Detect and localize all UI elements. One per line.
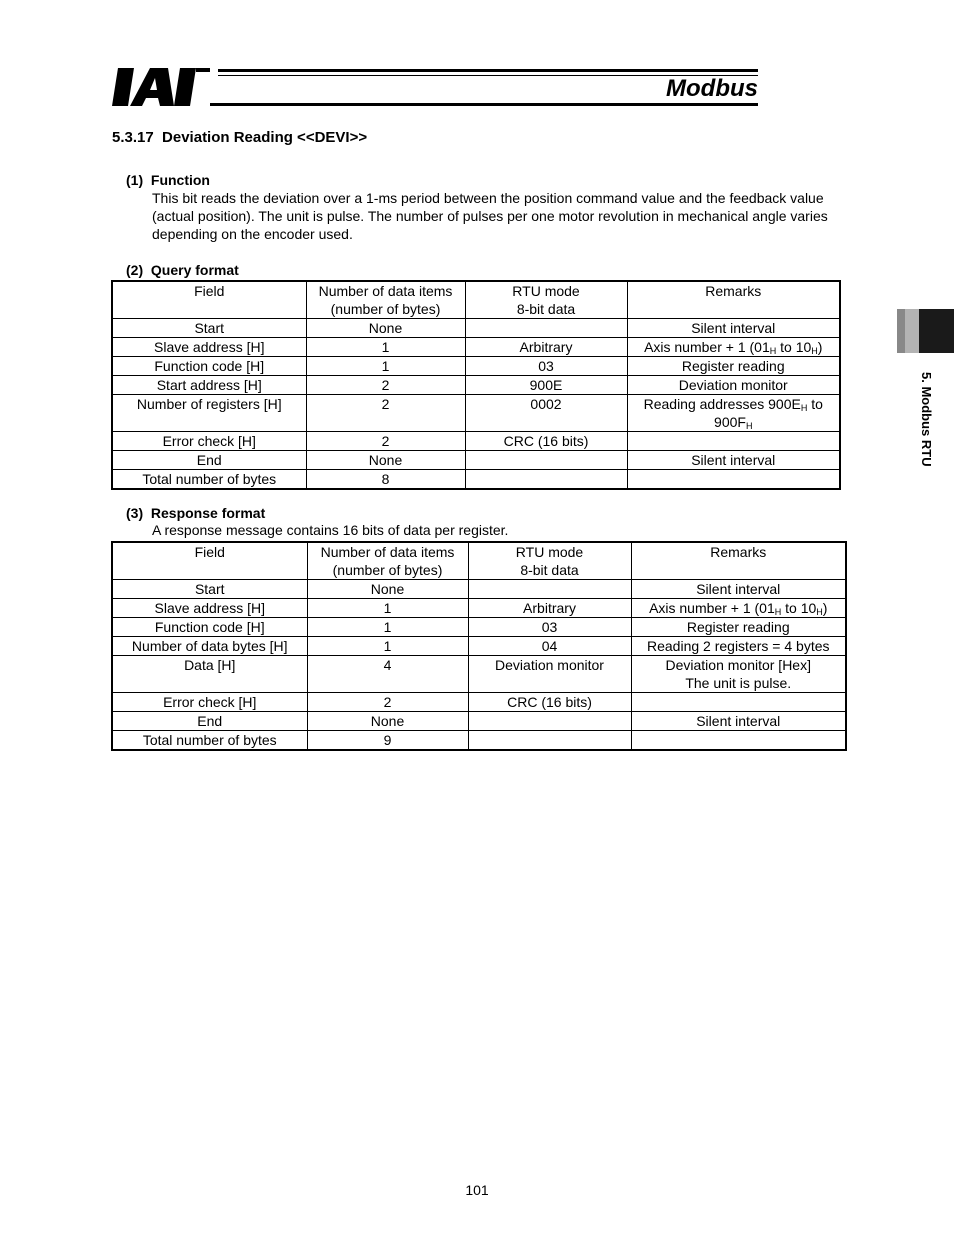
rtu-cell: 0002	[465, 395, 627, 432]
field-cell: Error check [H]	[112, 432, 306, 451]
table-row	[112, 656, 846, 693]
header-title: Modbus	[666, 75, 758, 102]
rtu-cell	[468, 712, 631, 731]
items-cell: 2	[306, 432, 465, 451]
table-header-row	[112, 542, 846, 580]
table-row	[112, 731, 846, 751]
rtu-cell: Arbitrary	[468, 599, 631, 618]
table-row	[112, 357, 840, 376]
items-cell: 4	[307, 656, 468, 693]
table-row	[112, 319, 840, 338]
side-tab-label: 5. Modbus RTU	[919, 372, 934, 467]
items-cell: 9	[307, 731, 468, 751]
field-cell: Start	[112, 319, 306, 338]
table-row	[112, 338, 840, 357]
remarks-cell: Silent interval	[627, 451, 840, 470]
rtu-cell: 900E	[465, 376, 627, 395]
rtu-cell: 03	[468, 618, 631, 637]
remarks-cell: Silent interval	[627, 319, 840, 338]
side-tab-marker-dark	[919, 309, 954, 353]
items-cell: 1	[306, 338, 465, 357]
field-cell: Data [H]	[112, 656, 307, 693]
table-row	[112, 599, 846, 618]
response-format-table	[111, 541, 847, 751]
field-cell: End	[112, 451, 306, 470]
remarks-cell: Deviation monitor	[627, 376, 840, 395]
table-row	[112, 618, 846, 637]
table-row	[112, 637, 846, 656]
function-heading: (1) Function	[126, 172, 210, 188]
header-items: Number of data items (number of bytes)	[306, 281, 465, 319]
rtu-cell	[468, 580, 631, 599]
table-row	[112, 451, 840, 470]
rtu-cell	[468, 731, 631, 751]
rtu-cell: CRC (16 bits)	[468, 693, 631, 712]
response-heading: (3) Response format	[126, 505, 266, 521]
table-row	[112, 693, 846, 712]
field-cell: Slave address [H]	[112, 599, 307, 618]
response-text: A response message contains 16 bits of data per register.	[152, 522, 509, 538]
table-row	[112, 580, 846, 599]
page-number: 101	[465, 1182, 489, 1198]
rtu-cell: 04	[468, 637, 631, 656]
remarks-cell	[627, 470, 840, 490]
items-cell: 1	[307, 637, 468, 656]
header-rtu: RTU mode 8-bit data	[468, 542, 631, 580]
header-field: Field	[112, 281, 306, 319]
table-row	[112, 470, 840, 490]
remarks-cell: Axis number + 1 ($01_H$ to $10_H$)	[631, 599, 846, 618]
remarks-cell: Silent interval	[631, 712, 846, 731]
header-remarks: Remarks	[631, 542, 846, 580]
field-cell: Start	[112, 580, 307, 599]
query-heading: (2) Query format	[126, 262, 239, 278]
field-cell: End	[112, 712, 307, 731]
field-cell: Error check [H]	[112, 693, 307, 712]
field-cell: Slave address [H]	[112, 338, 306, 357]
remarks-cell: Register reading	[627, 357, 840, 376]
iai-logo	[112, 68, 210, 106]
header-rule-top	[218, 69, 758, 72]
section-title: 5.3.17 Deviation Reading <<DEVI>>	[112, 129, 368, 146]
items-cell: 8	[306, 470, 465, 490]
remarks-cell: Deviation monitor [Hex] The unit is pulse.	[631, 656, 846, 693]
field-cell: Number of data bytes [H]	[112, 637, 307, 656]
remarks-cell: Axis number + 1 ($01_H$ to $10_H$)	[627, 338, 840, 357]
remarks-cell	[631, 731, 846, 751]
items-cell: 1	[307, 599, 468, 618]
remarks-cell: Silent interval	[631, 580, 846, 599]
field-cell: Total number of bytes	[112, 470, 306, 490]
field-cell: Start address [H]	[112, 376, 306, 395]
rtu-cell: Arbitrary	[465, 338, 627, 357]
field-cell: Function code [H]	[112, 618, 307, 637]
table-row	[112, 395, 840, 432]
remarks-cell: Reading 2 registers = 4 bytes	[631, 637, 846, 656]
items-cell: None	[306, 451, 465, 470]
rtu-cell: 03	[465, 357, 627, 376]
table-header-row	[112, 281, 840, 319]
table-row	[112, 712, 846, 731]
rtu-cell: CRC (16 bits)	[465, 432, 627, 451]
header-rtu: RTU mode 8-bit data	[465, 281, 627, 319]
items-cell: 2	[306, 395, 465, 432]
query-format-table	[111, 280, 841, 490]
table-row	[112, 376, 840, 395]
function-text: This bit reads the deviation over a 1-ms period between the position command value and the feedback value (actual position). The unit is pulse. The number of pulses per one motor revolution in mechanical angle varies depending on the encoder used.	[152, 190, 828, 242]
items-cell: None	[307, 580, 468, 599]
rtu-cell	[465, 470, 627, 490]
field-cell: Total number of bytes	[112, 731, 307, 751]
remarks-cell: Register reading	[631, 618, 846, 637]
items-cell: None	[306, 319, 465, 338]
items-cell: None	[307, 712, 468, 731]
field-cell: Function code [H]	[112, 357, 306, 376]
remarks-cell: Reading addresses $900E_H$ to $900F_H$	[627, 395, 840, 432]
field-cell: Number of registers [H]	[112, 395, 306, 432]
table-row	[112, 432, 840, 451]
items-cell: 1	[306, 357, 465, 376]
rtu-cell	[465, 319, 627, 338]
header-field: Field	[112, 542, 307, 580]
side-tab-marker-light	[905, 309, 919, 353]
header-items: Number of data items (number of bytes)	[307, 542, 468, 580]
items-cell: 2	[306, 376, 465, 395]
remarks-cell	[631, 693, 846, 712]
items-cell: 2	[307, 693, 468, 712]
rtu-cell: Deviation monitor	[468, 656, 631, 693]
header-remarks: Remarks	[627, 281, 840, 319]
rtu-cell	[465, 451, 627, 470]
remarks-cell	[627, 432, 840, 451]
header-rule-bottom	[210, 103, 758, 106]
items-cell: 1	[307, 618, 468, 637]
